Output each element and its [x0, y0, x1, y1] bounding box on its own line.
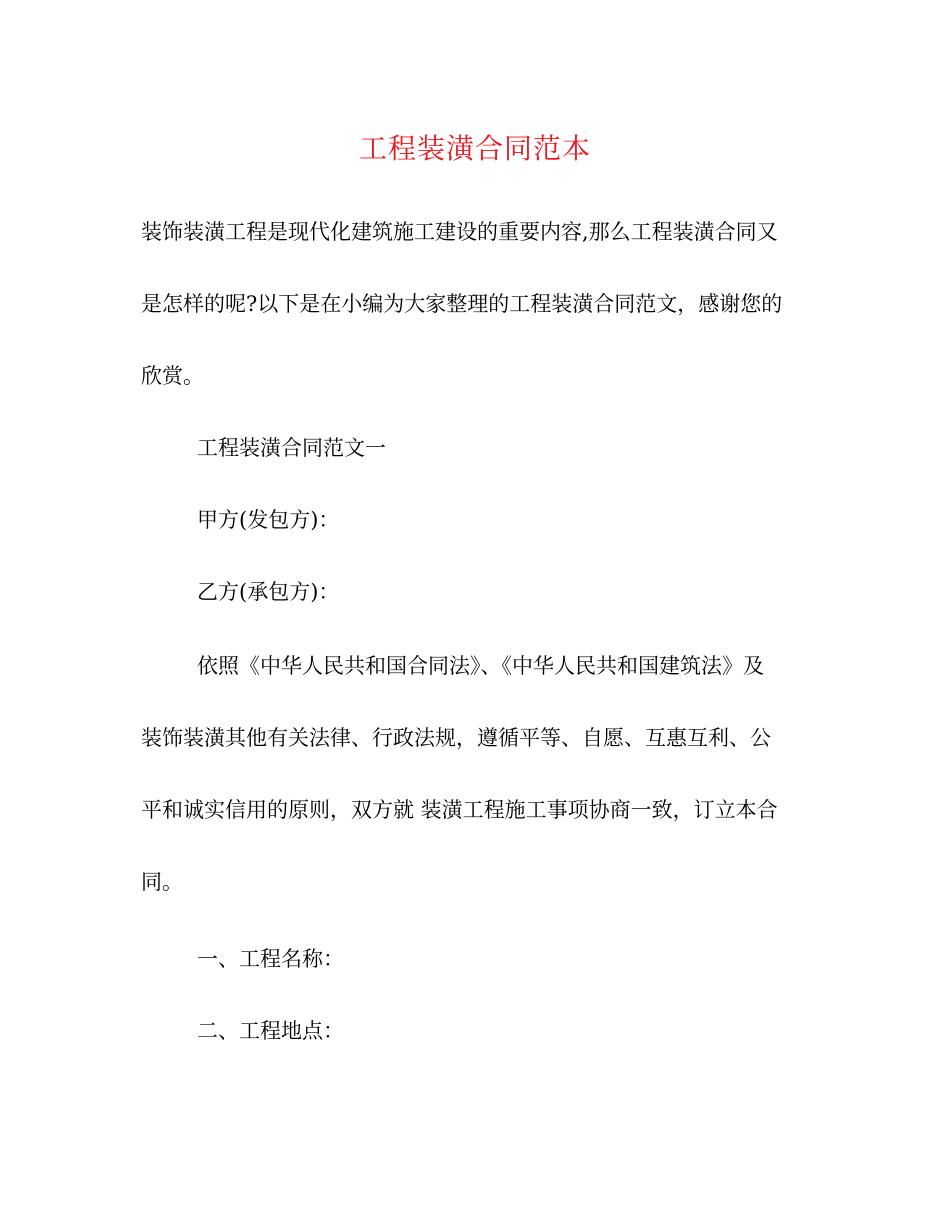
intro-line-1: 装饰装潢工程是现代化建筑施工建设的重要内容,那么工程装潢合同又	[141, 220, 778, 244]
party-a-line: 甲方(发包方)：	[197, 508, 340, 532]
party-b-line: 乙方(承包方)：	[197, 580, 340, 604]
paragraph-line-4: 同。	[141, 870, 183, 894]
project-name-line: 一、工程名称：	[197, 947, 344, 971]
intro-line-2: 是怎样的呢?以下是在小编为大家整理的工程装潢合同范文，感谢您的	[141, 292, 783, 316]
section-heading: 工程装潢合同范文一	[197, 436, 386, 460]
paragraph-line-3: 平和诚实信用的原则，双方就 装潢工程施工事项协商一致，订立本合	[141, 798, 778, 822]
paragraph-line-1: 依照《中华人民共和国合同法》、《中华人民共和国建筑法》及	[197, 654, 764, 678]
paragraph-line-2: 装饰装潢其他有关法律、行政法规，遵循平等、自愿、互惠互利、公	[141, 726, 771, 750]
project-location-line: 二、工程地点：	[197, 1019, 344, 1043]
document-title: 工程装潢合同范本	[358, 132, 591, 165]
intro-line-3: 欣赏。	[141, 364, 204, 388]
